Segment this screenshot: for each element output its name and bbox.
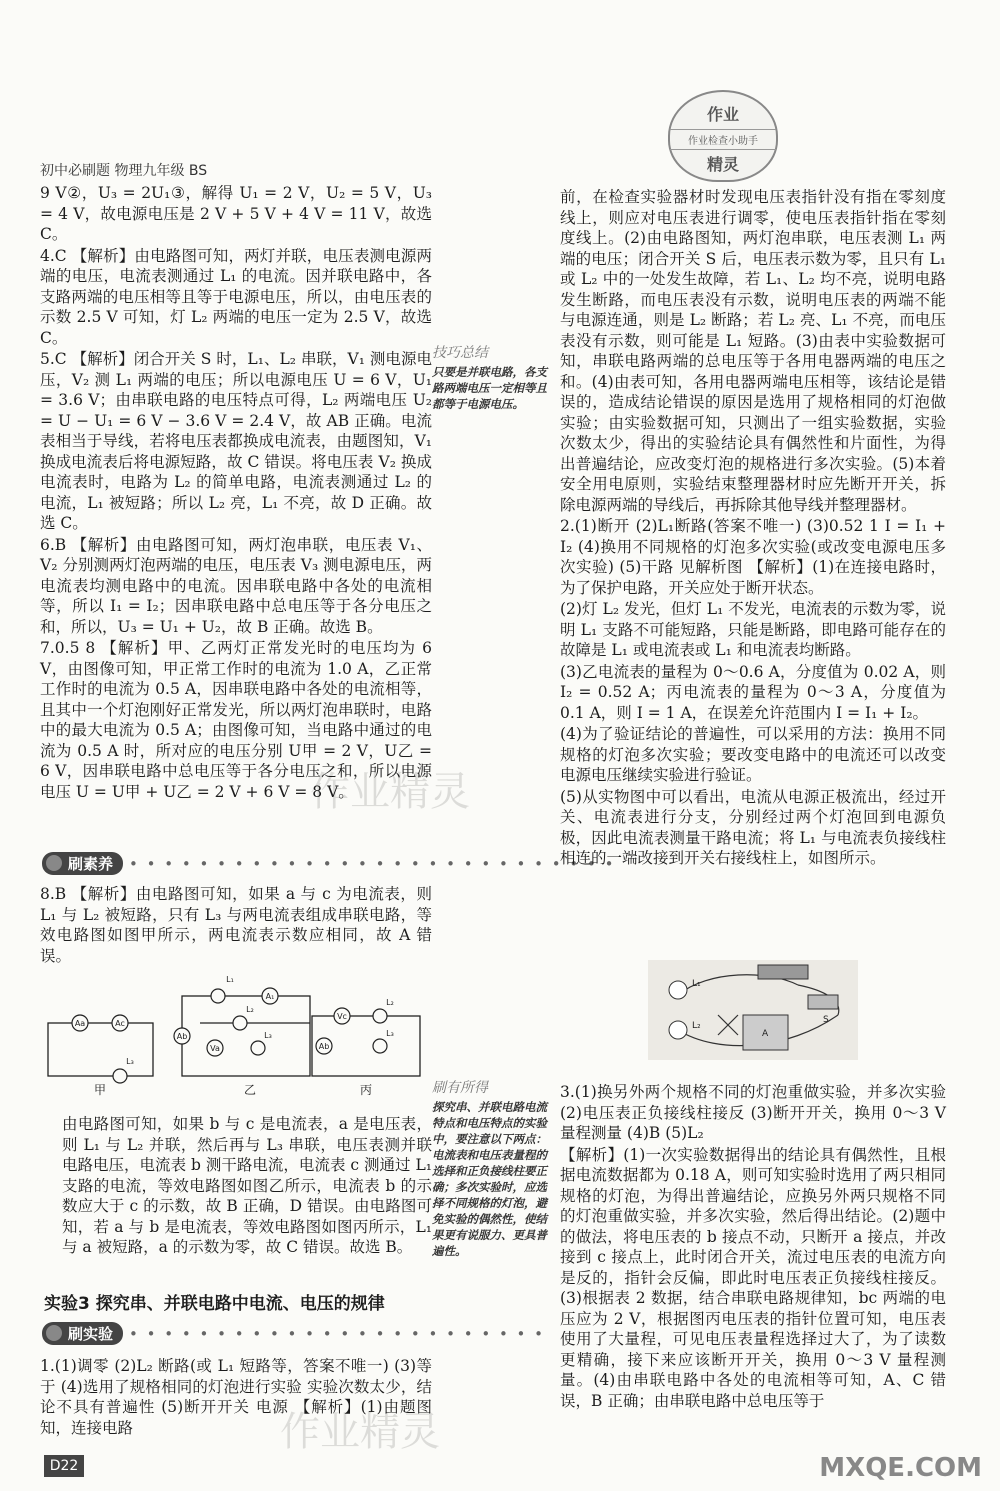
answer-paragraph: 3.(1)换另外两个规格不同的灯泡重做实验，并多次实验 (2)电压表正负接线柱接反 (3)断开开关，换用 0～3 V 量程测量 (4)B (5)L₂	[560, 1083, 946, 1142]
circuit-photo	[648, 960, 858, 1060]
q8-continued	[62, 1114, 432, 1259]
stamp-logo	[668, 90, 778, 182]
label-ac: Ac	[115, 1019, 125, 1028]
lamp-l3-jia	[113, 1069, 127, 1083]
banner-practice	[42, 852, 616, 874]
answer-paragraph: (5)从实物图中可以看出，电流从电源正极流出，经过开关、电流表进行分支，分别经过两个灯泡回到电源负极，因此电流表测量干路电流；将 L₁ 与电流表负接线柱相连的一端改接到开关右接线柱上，如图所示。	[560, 787, 946, 867]
site-brand: MXQE.COM	[819, 1453, 982, 1483]
label-l3: L₃	[126, 1057, 134, 1066]
circuit-diagrams	[40, 968, 440, 1113]
bulb-l1	[669, 981, 687, 999]
answer-paragraph: 1.(1)调零 (2)L₂ 断路(或 L₁ 短路等，答案不唯一) (3)等于 (4)选用了规格相同的灯泡进行实验 实验次数太少，结论不具有普遍性 (5)断开开关 电源 【解析】(1)由题图知，连接电路	[40, 1357, 432, 1437]
label-ab: Ab	[176, 1032, 188, 1041]
label-l1: L₁	[226, 975, 234, 984]
photo-label-l2: L₂	[692, 1021, 701, 1031]
answer-paragraph: 由电路图可知，如果 b 与 c 是电流表，a 是电压表，则 L₁ 与 L₂ 并联，然后再与 L₃ 串联，电压表测并联电路电压，电流表 b 测干路电流，电流表 c 测通过 L₁ 支路的电流，等效电路图如图乙所示，电流表 b 的示数应大于 c 的示数，故 B 正确，D 错误。由电路图可知，若 a 与 b 是电流表，等效电路图如图丙所示，L₁ 与 a 被短路，a 的示数为零，故 C 错误。故选 B。	[62, 1115, 432, 1256]
answer-paragraph: 6.B 【解析】由电路图可知，两灯泡串联，电压表 V₁、V₂ 分别测两灯泡两端的电压，电压表 V₃ 测电源电压，两电流表均测电路中的电流。因串联电路中各处的电流相等，所以 I₁ = I₂；因串联电路中总电压等于各分电压之和，所以，U₃ = U₁ + U₂，故 B 正确。故选 B。	[40, 535, 432, 636]
stamp-middle: 作业检查小助手	[670, 129, 776, 150]
page-number: D22	[44, 1455, 84, 1477]
banner-dots: • • • • • • • • • • • • • • • • • • • • • • • •	[129, 1325, 546, 1343]
answer-paragraph: (4)为了验证结论的普遍性，可以采用的方法：换用不同规格的灯泡多次实验；要改变电路中的电流还可以改变电源电压继续实验进行验证。	[560, 725, 946, 784]
label-l3: L₃	[386, 1029, 394, 1038]
label-l2: L₂	[386, 998, 394, 1007]
lamp-l3-bing	[373, 1039, 387, 1053]
answer-paragraph: (2)灯 L₂ 发光，但灯 L₁ 不发光，电流表的示数为零，说明 L₁ 支路不可能短路，只能是断路，即电路可能存在的故障是 L₁ 或电流表或 L₁ 和电流表均断路。	[560, 600, 946, 659]
tip-title: 刷有所得	[432, 1080, 488, 1096]
answer-paragraph: 8.B 【解析】由电路图可知，如果 a 与 c 为电流表，则 L₁ 与 L₂ 被短路，只有 L₃ 与两电流表组成串联电路，等效电路图如图甲所示，两电流表示数应相同，故 A 错误。	[40, 885, 432, 965]
figure-label-bing: 丙	[359, 1083, 373, 1097]
lamp-l2-yi	[233, 1016, 247, 1030]
banner-label: 刷素养	[42, 852, 123, 875]
label-va: Va	[210, 1044, 220, 1053]
answer-paragraph: 4.C 【解析】由电路图可知，两灯并联，电压表测电源两端的电压，电流表测通过 L₁ 的电流。因并联电路中，各支路两端的电压相等且等于电源电压，所以，由电压表的示数 2.5 V 可知，灯 L₂ 两端的电压一定为 2.5 V，故选 C。	[40, 246, 432, 347]
figure-label-jia: 甲	[93, 1083, 107, 1097]
label-vc: Vc	[337, 1012, 347, 1021]
stamp-bottom: 精灵	[706, 155, 739, 174]
label-l3: L₃	[264, 1031, 272, 1040]
q8-block	[40, 884, 432, 967]
label-l2: L₂	[246, 1005, 254, 1014]
switch	[808, 995, 838, 1009]
lamp-l2-bing	[373, 1009, 387, 1023]
answer-paragraph: 7.0.5 8 【解析】甲、乙两灯正常发光时的电压均为 6 V，由图像可知，甲正常工作时的电流为 1.0 A，乙正常工作时的电流为 0.5 A，因串联电路中各处的电流相等，且其中一个灯泡刚好正常发光，所以两灯泡串联时，电路中的最大电流为 0.5 A；由图像可知，当电路中通过的电流为 0.5 A 时，所对应的电压分别 U甲 = 2 V，U乙 = 6 V，因串联电路中总电压等于各分电压之和，所以电源电压 U = U甲 + U乙 = 2 V + 6 V = 8 V。	[40, 639, 432, 801]
left-column	[40, 183, 432, 803]
tip-box-gain	[432, 1080, 552, 1259]
banner-experiment	[42, 1322, 545, 1344]
stamp-top: 作业	[706, 105, 739, 124]
section-title: 实验3 探究串、并联电路中电流、电压的规律	[44, 1294, 385, 1314]
watermark: 作业精灵	[310, 769, 470, 815]
bulb-l2	[669, 1021, 687, 1039]
tip-text: 只要是并联电路，各支路两端电压一定相等且都等于电源电压。	[432, 365, 547, 411]
page-header: 初中必刷题 物理九年级 BS	[40, 163, 208, 179]
answer-paragraph: 2.(1)断开 (2)L₁断路(答案不唯一) (3)0.52 1 I = I₁ + I₂ (4)换用不同规格的灯泡多次实验(或改变电源电压多次实验) (5)干路 见解析图 【解析】(1)在连接电路时，为了保护电路，开关应处于断开状态。	[560, 517, 946, 597]
tip-title: 技巧总结	[432, 345, 488, 361]
answer-paragraph: 【解析】(1)一次实验数据得出的结论具有偶然性，且根据电流数据都为 0.18 A，则可知实验时选用了两只相同规格的灯泡，为得出普遍结论，应换另外两只规格不同的灯泡重做实验，并多次实验，然后得出结论。(2)题中的做法，将电压表的 b 接点不动，只断开 a 接点，并改接到 c 接点上，此时闭合开关，流过电压表的电流方向是反的，指针会反偏，即此时电压表正负接线柱接反。(3)根据表 2 数据，结合串联电路规律知，bc 两端的电压应为 2 V，根据图丙电压表的指针位置可知，电压表使用了大量程，可见电压表量程选择过大了，为了读数更精确，接下来应该断开开关，换用 0～3 V 量程测量。(4)由串联电路中各处的电流相等可知，A、C 错误，B 正确；由串联电路中总电压等于	[560, 1145, 946, 1410]
answer-paragraph: (3)乙电流表的量程为 0～0.6 A，分度值为 0.02 A，则 I₂ = 0.52 A；丙电流表的量程为 0～3 A，分度值为 0.1 A，则 I = 1 A，在误差允许范围内 I = I₁ + I₂。	[560, 662, 946, 722]
figure-label-yi: 乙	[243, 1083, 257, 1097]
photo-label-s: S	[823, 1015, 829, 1025]
label-ab: Ab	[318, 1042, 330, 1051]
answer-paragraph: 9 V②，U₃ = 2U₁③，解得 U₁ = 2 V，U₂ = 5 V，U₃ = 4 V，故电源电压是 2 V + 5 V + 4 V = 11 V，故选 C。	[40, 184, 432, 243]
banner-label: 刷实验	[42, 1322, 123, 1345]
photo-label-a: A	[762, 1029, 769, 1039]
banner-dots: • • • • • • • • • • • • • • • • • • • • • • • • • • • •	[129, 855, 616, 873]
right-column	[560, 187, 946, 870]
tip-text: 探究串、并联电路电流特点和电压特点的实验中，要注意以下两点：电流表和电压表量程的选择和正负接线柱要正确；多次实验时，应选择不同规格的灯泡，避免实验的偶然性，使结果更有说服力、更具普遍性。	[432, 1100, 547, 1258]
q3-block	[560, 1082, 946, 1412]
photo-label-l1: L₁	[692, 979, 701, 989]
label-aa: Aa	[74, 1019, 86, 1028]
watermark: 作业精灵	[280, 1409, 440, 1455]
lamp-l1-yi	[211, 989, 225, 1003]
answer-paragraph: 前，在检查实验器材时发现电压表指针没有指在零刻度线上，则应对电压表进行调零，使电压表指针指在零刻度线上。(2)由电路图知，两灯泡串联，电压表测 L₁ 两端的电压；闭合开关 S 后，电压表示数为零，且只有 L₁ 或 L₂ 中的一处发生故障，若 L₁、L₂ 均不亮，说明电路发生断路，而电压表没有示数，说明电压表的两端不能与电源连通，则是 L₂ 断路；若 L₂ 亮、L₁ 不亮，而电压表没有示数，则可能是 L₁ 短路。(3)由表中实验数据可知，串联电路两端的总电压等于各用电器两端的电压之和。(4)由表可知，各用电器两端电压相等，该结论是错误的，造成结论错误的原因是选用了规格相同的灯泡做实验；由实验数据可知，只测出了一组实验数据，实验次数太少，得出的实验结论具有偶然性和片面性，为得出普遍结论，应改变灯泡的规格进行多次实验。(5)本着安全用电原则，实验结束整理器材时应先断开开关，拆除电源两端的导线后，再拆除其他导线并整理器材。	[560, 188, 946, 514]
lamp-l3-yi	[251, 1041, 265, 1055]
battery	[758, 965, 808, 979]
label-a1: A₁	[265, 992, 275, 1001]
answer-paragraph: 5.C 【解析】闭合开关 S 时，L₁、L₂ 串联，V₁ 测电源电压，V₂ 测 L₁ 两端的电压；所以电源电压 U = 6 V，U₁ = 3.6 V；由串联电路的电压特点可得，L₂ 两端电压 U₂ = U − U₁ = 6 V − 3.6 V = 2.4 V，故 AB 正确。电流表相当于导线，若将电压表都换成电流表，由题图知，V₁ 换成电流表后将电源短路，故 C 错误。将电压表 V₂ 换成电流表时，电路为 L₂ 的简单电路，电流表测通过 L₂ 的电流，L₁ 被短路；所以 L₂ 亮，L₁ 不亮，故 D 正确。故选 C。	[40, 350, 432, 532]
tip-box-skill	[432, 345, 552, 412]
